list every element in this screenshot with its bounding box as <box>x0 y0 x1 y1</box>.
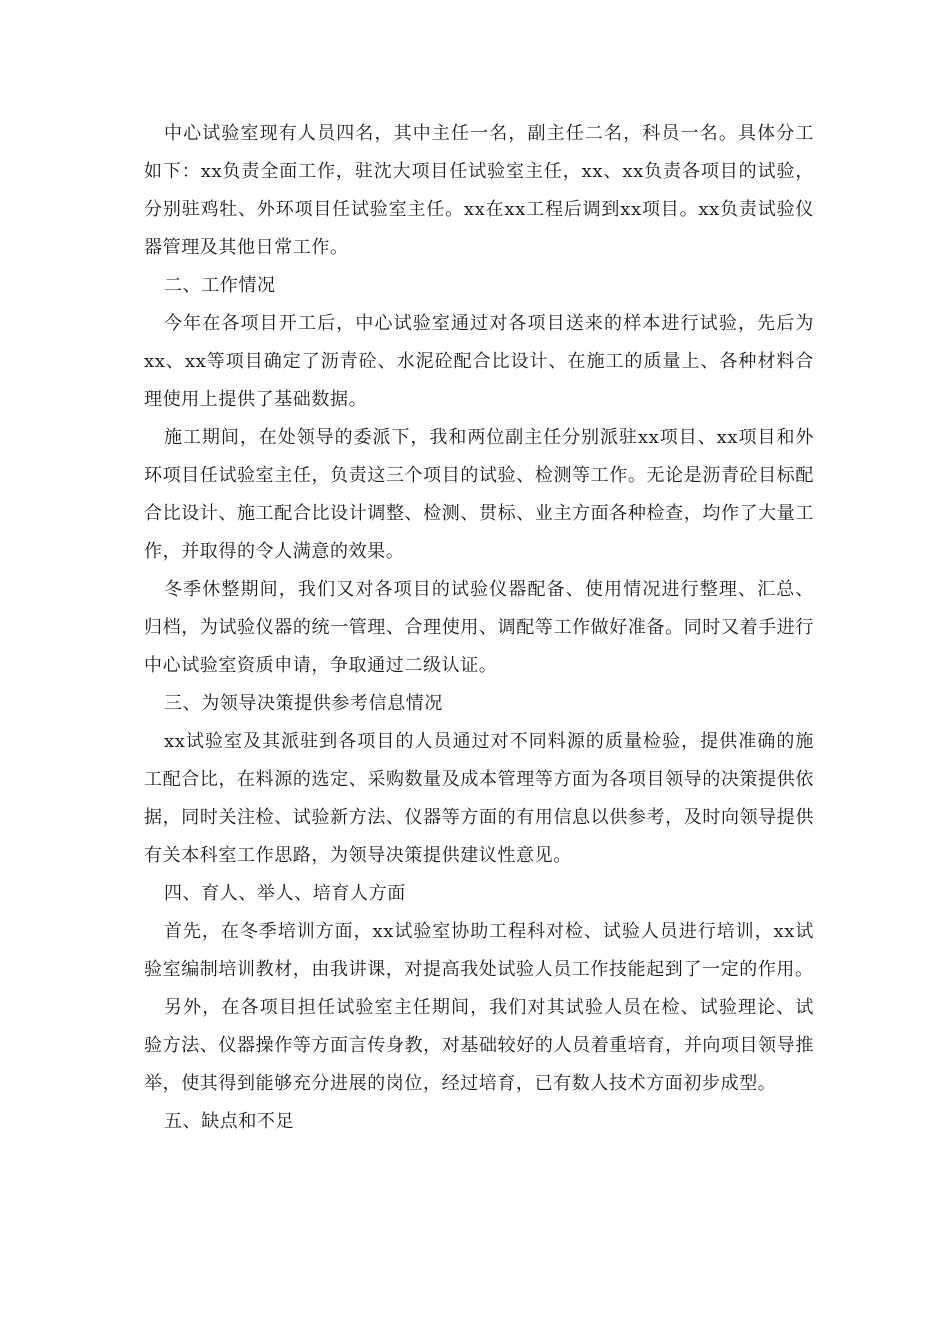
paragraph-construction-period: 施工期间，在处领导的委派下，我和两位副主任分别派驻xx项目、xx项目和外环项目任试验室主任，负责这三个项目的试验、检测等工作。无论是沥青砼目标配合比设计、施工配合比设计调整、检测、贯标、业主方面各种检查，均作了大量工作，并取得的令人满意的效果。 <box>144 427 814 562</box>
section-heading-work-status: 二、工作情况 <box>164 275 276 296</box>
paragraph-decision-support: xx试验室及其派驻到各项目的人员通过对不同料源的质量检验，提供准确的施工配合比，在料源的选定、采购数量及成本管理等方面为各项目领导的决策提供依据，同时关注检、试验新方法、仪器等方面的有用信息以供参考，及时向领导提供有关本科室工作思路，为领导决策提供建议性意见。 <box>144 731 814 866</box>
paragraph-mix-design: 今年在各项目开工后，中心试验室通过对各项目送来的样本进行试验，先后为xx、xx等项目确定了沥青砼、水泥砼配合比设计、在施工的质量上、各种材料合理使用上提供了基础数据。 <box>144 313 814 410</box>
section-heading-decision-support: 三、为领导决策提供参考信息情况 <box>164 693 443 714</box>
paragraph-winter-break: 冬季休整期间，我们又对各项目的试验仪器配备、使用情况进行整理、汇总、归档，为试验仪器的统一管理、合理使用、调配等工作做好准备。同时又着手进行中心试验室资质申请，争取通过二级认证。 <box>144 579 814 676</box>
document-body <box>144 115 814 1141</box>
section-heading-training: 四、育人、举人、培育人方面 <box>164 883 406 904</box>
paragraph-staffing: 中心试验室现有人员四名，其中主任一名，副主任二名，科员一名。具体分工如下：xx负责全面工作，驻沈大项目任试验室主任，xx、xx负责各项目的试验，分别驻鸡牡、外环项目任试验室主任。xx在xx工程后调到xx项目。xx负责试验仪器管理及其他日常工作。 <box>144 123 814 258</box>
section-heading-shortcomings: 五、缺点和不足 <box>164 1111 295 1132</box>
paragraph-mentoring: 另外，在各项目担任试验室主任期间，我们对其试验人员在检、试验理论、试验方法、仪器操作等方面言传身教，对基础较好的人员着重培育，并向项目领导推举，使其得到能够充分进展的岗位，经过培育，已有数人技术方面初步成型。 <box>144 997 814 1094</box>
paragraph-winter-training: 首先，在冬季培训方面，xx试验室协助工程科对检、试验人员进行培训，xx试验室编制培训教材，由我讲课，对提高我处试验人员工作技能起到了一定的作用。 <box>144 921 814 980</box>
